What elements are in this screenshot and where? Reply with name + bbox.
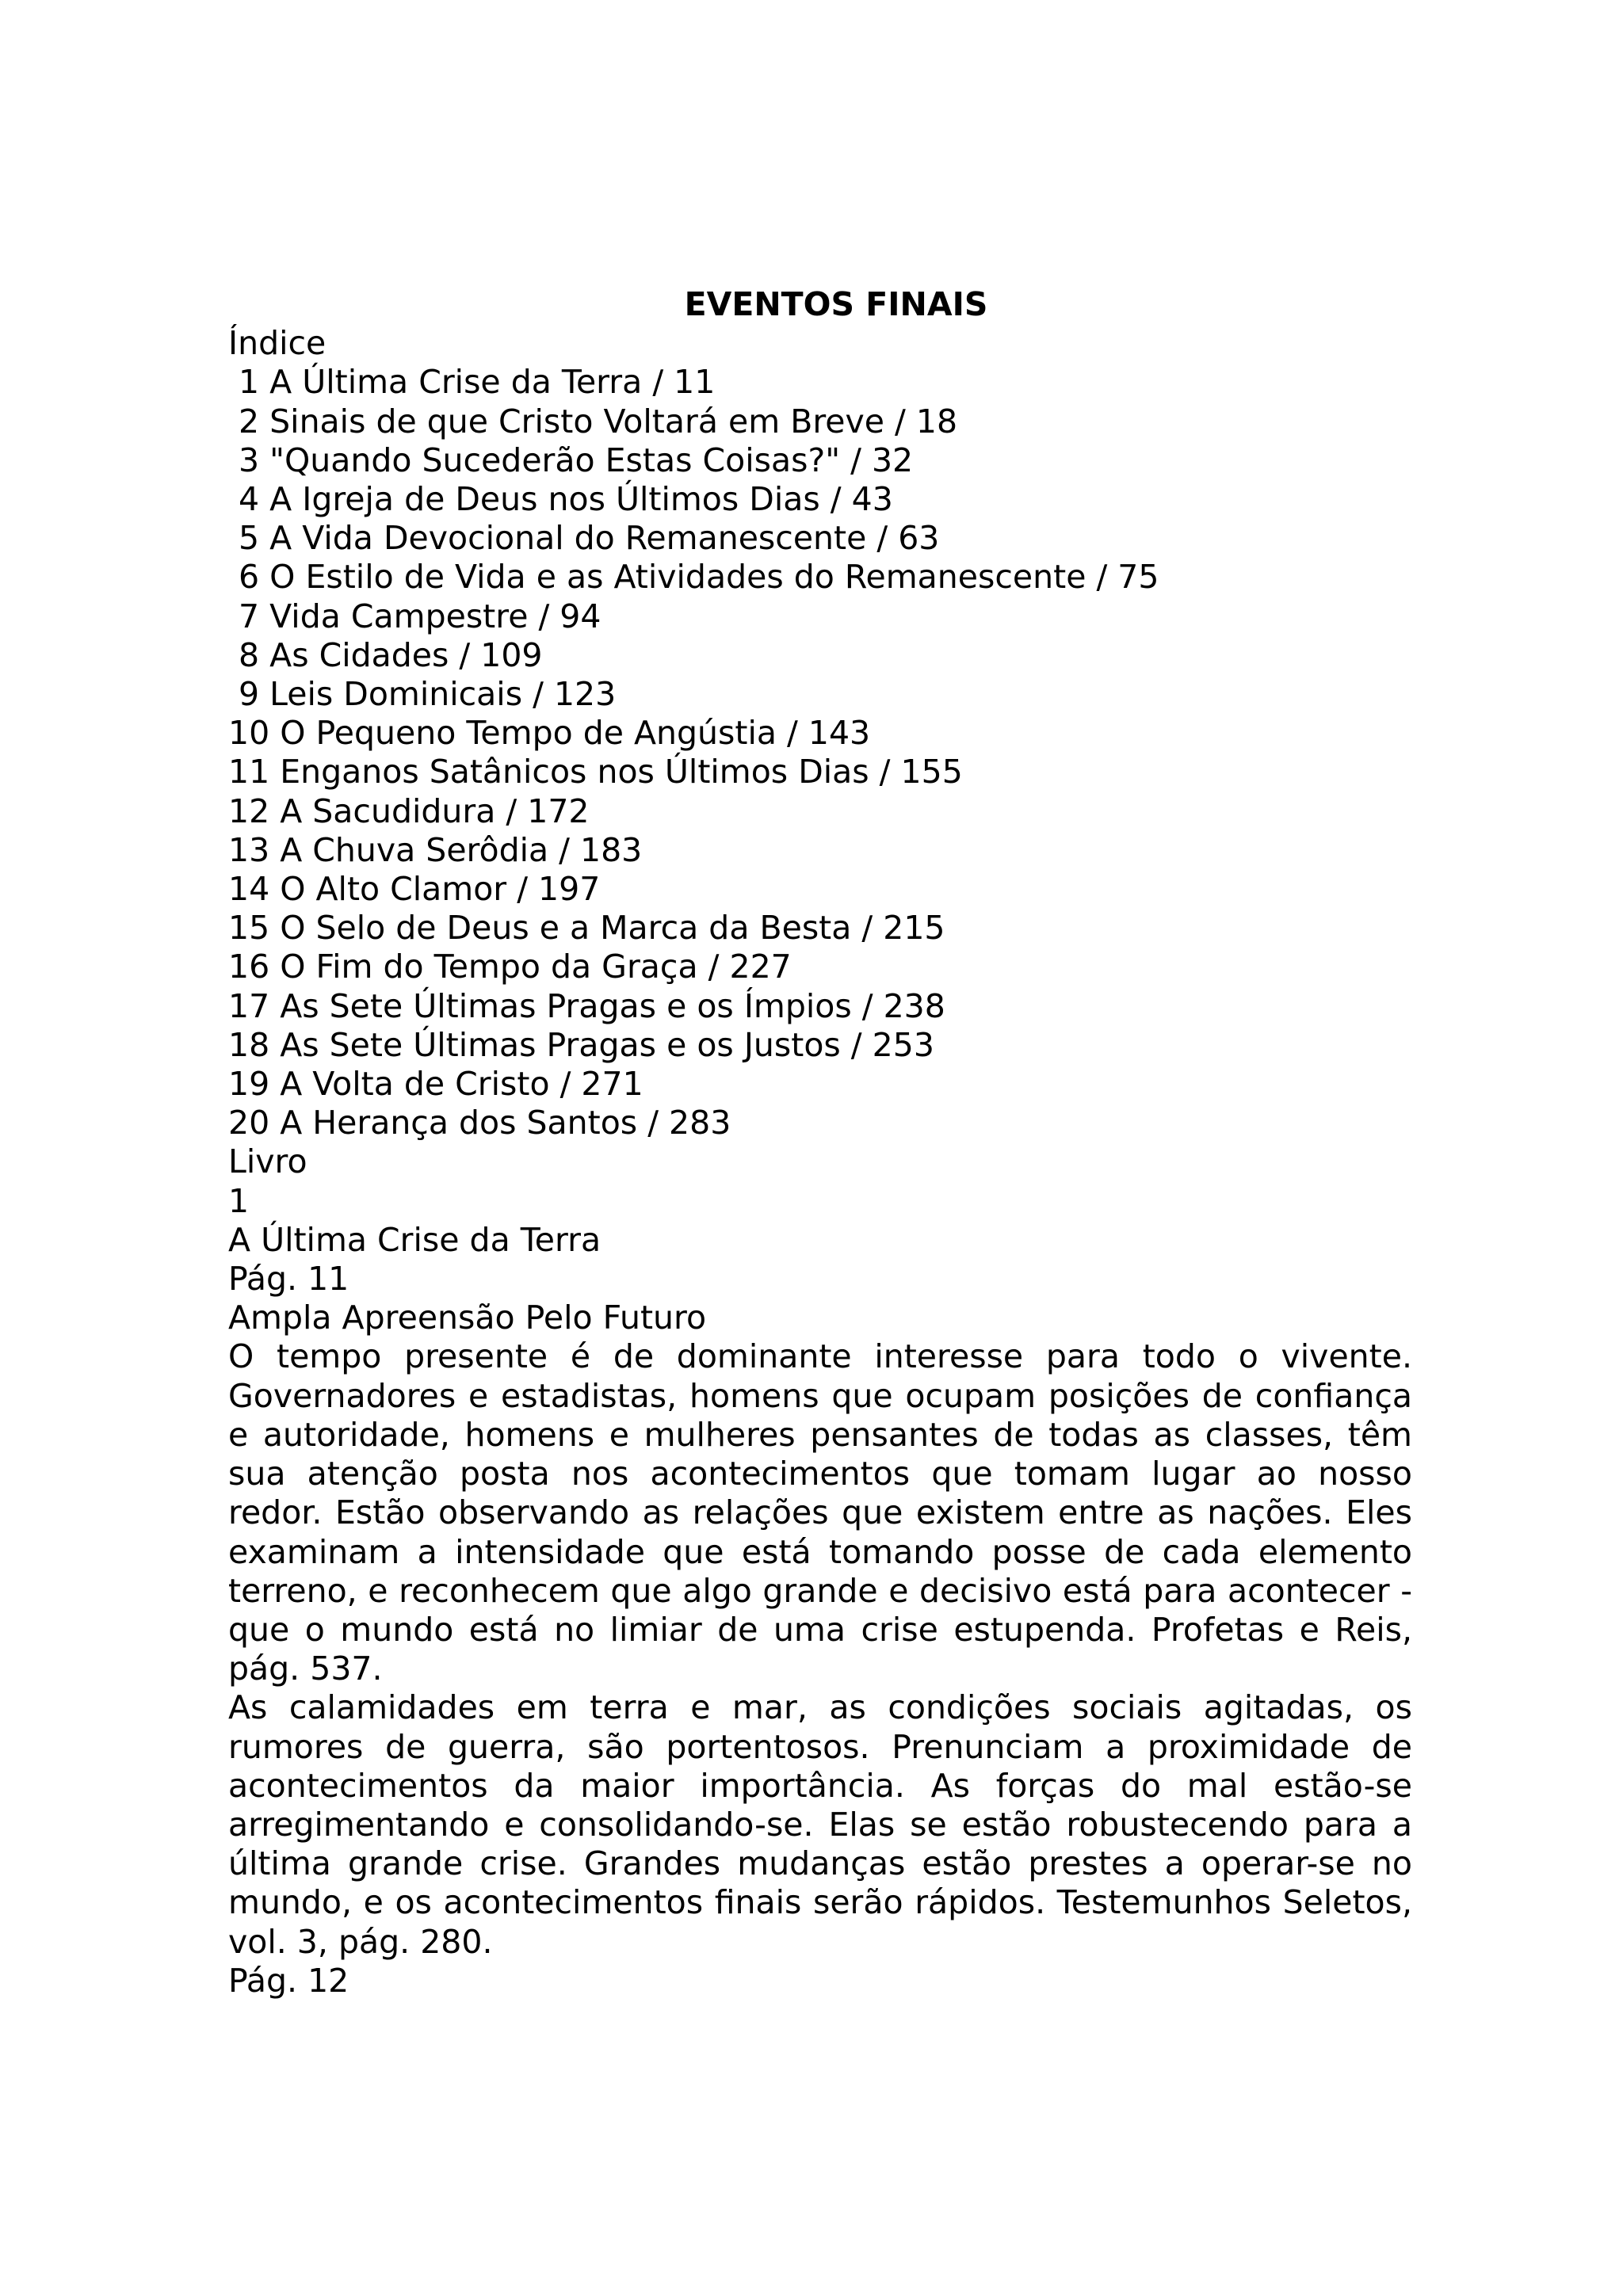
- toc-entry: 13 A Chuva Serôdia / 183: [228, 830, 643, 869]
- document-title: EVENTOS FINAIS: [684, 285, 988, 323]
- toc-entry: 2 Sinais de que Cristo Voltará em Breve / 18: [228, 402, 958, 441]
- body-paragraph: As calamidades em terra e mar, as condições sociais agitadas, os rumores de guerra, são portentosos. Prenunciam a proximidade de acontecimentos da maior importância. As forças do mal estão-se arregimentando e consolidando-se. Elas se estão robustecendo para a última grande crise. Grandes mudanças estão prestes a operar-se no mundo, e os acontecimentos finais serão rápidos. Testemunhos Seletos, vol. 3, pág. 280.: [228, 1688, 1412, 1961]
- page-reference: Pág. 11: [228, 1260, 349, 1299]
- index-heading: Índice: [228, 324, 327, 363]
- document-page: [228, 285, 1412, 2000]
- toc-entry: 16 O Fim do Tempo da Graça / 227: [228, 948, 792, 986]
- toc-entry: 19 A Volta de Cristo / 271: [228, 1065, 643, 1104]
- toc-entry: 12 A Sacudidura / 172: [228, 791, 590, 830]
- section-heading: Ampla Apreensão Pelo Futuro: [228, 1299, 707, 1337]
- toc-entry: 15 O Selo de Deus e a Marca da Besta / 215: [228, 909, 945, 948]
- toc-entry: 18 As Sete Últimas Pragas e os Justos / 253: [228, 1025, 934, 1064]
- toc-entry: 20 A Herança dos Santos / 283: [228, 1104, 731, 1142]
- toc-entry: 8 As Cidades / 109: [228, 635, 543, 674]
- table-of-contents: [228, 363, 1412, 1142]
- toc-entry: 17 As Sete Últimas Pragas e os Ímpios / 238: [228, 986, 945, 1025]
- body-paragraph: O tempo presente é de dominante interesse para todo o vivente. Governadores e estadistas, homens que ocupam posições de confiança e autoridade, homens e mulheres pensantes de todas as classes, têm sua atenção posta nos acontecimentos que tomam lugar ao nosso redor. Estão observando as relações que existem entre as nações. Eles examinam a intensidade que está tomando posse de cada elemento terreno, e reconhecem que algo grande e decisivo está para acontecer - que o mundo está no limiar de uma crise estupenda. Profetas e Reis, pág. 537.: [228, 1337, 1412, 1688]
- toc-entry: 5 A Vida Devocional do Remanescente / 63: [228, 519, 940, 558]
- book-label: Livro: [228, 1142, 307, 1181]
- toc-entry: 11 Enganos Satânicos nos Últimos Dias / 155: [228, 753, 963, 791]
- chapter-title: A Última Crise da Terra: [228, 1220, 601, 1259]
- page-reference: Pág. 12: [228, 1961, 349, 2000]
- chapter-number: 1: [228, 1181, 250, 1220]
- toc-entry: 14 O Alto Clamor / 197: [228, 870, 601, 909]
- toc-entry: 6 O Estilo de Vida e as Atividades do Remanescente / 75: [228, 558, 1159, 597]
- toc-entry: 4 A Igreja de Deus nos Últimos Dias / 43: [228, 480, 893, 519]
- toc-entry: 7 Vida Campestre / 94: [228, 597, 601, 635]
- toc-entry: 10 O Pequeno Tempo de Angústia / 143: [228, 714, 871, 753]
- toc-entry: 1 A Última Crise da Terra / 11: [228, 363, 716, 402]
- toc-entry: 3 "Quando Sucederão Estas Coisas?" / 32: [228, 441, 914, 479]
- toc-entry: 9 Leis Dominicais / 123: [228, 675, 617, 714]
